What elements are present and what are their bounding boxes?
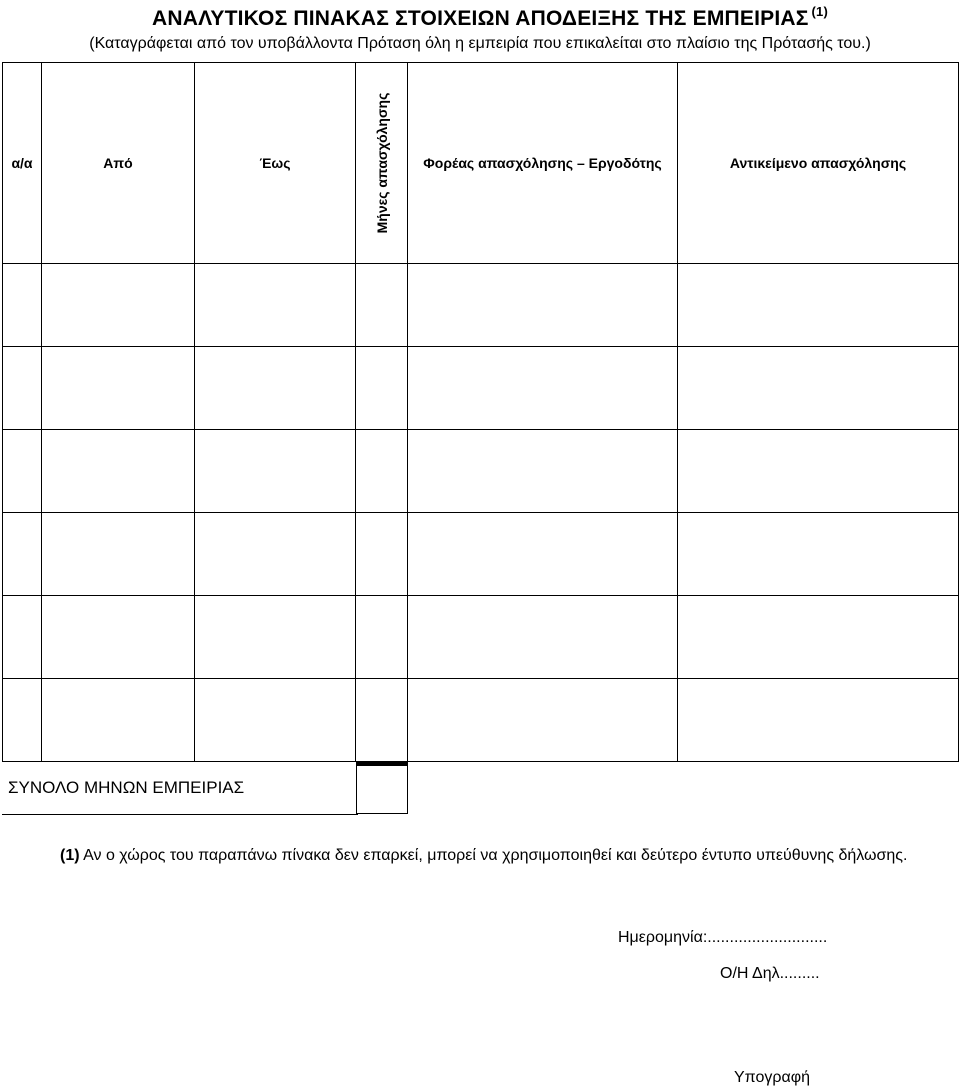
cell-aa[interactable] <box>3 596 42 679</box>
cell-object[interactable] <box>678 264 959 347</box>
cell-employer[interactable] <box>408 347 678 430</box>
cell-employer[interactable] <box>408 264 678 347</box>
table-row <box>3 264 959 347</box>
cell-employer[interactable] <box>408 430 678 513</box>
cell-to[interactable] <box>195 596 356 679</box>
cell-from[interactable] <box>42 513 195 596</box>
cell-object[interactable] <box>678 430 959 513</box>
signature-label: Υπογραφή <box>734 1069 811 1086</box>
header-employer: Φορέας απασχόλησης – Εργοδότης <box>408 63 678 264</box>
table-row <box>3 513 959 596</box>
table-row <box>3 347 959 430</box>
cell-employer[interactable] <box>408 596 678 679</box>
cell-aa[interactable] <box>3 513 42 596</box>
cell-months[interactable] <box>356 596 408 679</box>
header-to: Έως <box>195 63 356 264</box>
cell-object[interactable] <box>678 679 959 762</box>
table-header-row <box>3 63 959 264</box>
title-text: ΑΝΑΛΥΤΙΚΟΣ ΠΙΝΑΚΑΣ ΣΤΟΙΧΕΙΩΝ ΑΠΟΔΕΙΞΗΣ ΤΗΣ ΕΜΠΕΙΡΙΑΣ <box>151 7 809 30</box>
header-months-label: Μήνες απασχόλησης <box>373 92 390 234</box>
cell-from[interactable] <box>42 596 195 679</box>
cell-from[interactable] <box>42 679 195 762</box>
footnote-marker: (1) <box>60 847 80 864</box>
page-subtitle: (Καταγράφεται από τον υποβάλλοντα Πρόταση όλη η εμπειρία που επικαλείται στο πλαίσιο της Πρότασής του.) <box>89 35 871 52</box>
cell-to[interactable] <box>195 347 356 430</box>
table-row <box>3 679 959 762</box>
header-aa: α/α <box>3 63 42 264</box>
page-title <box>0 4 960 31</box>
cell-from[interactable] <box>42 264 195 347</box>
cell-object[interactable] <box>678 347 959 430</box>
cell-aa[interactable] <box>3 430 42 513</box>
cell-aa[interactable] <box>3 679 42 762</box>
cell-to[interactable] <box>195 264 356 347</box>
date-field[interactable]: Ημερομηνία:........................... <box>618 929 828 946</box>
cell-months[interactable] <box>356 513 408 596</box>
table-row <box>3 596 959 679</box>
cell-months[interactable] <box>356 264 408 347</box>
cell-aa[interactable] <box>3 347 42 430</box>
header-object: Αντικείμενο απασχόλησης <box>678 63 959 264</box>
cell-from[interactable] <box>42 347 195 430</box>
total-months-label: ΣΥΝΟΛΟ ΜΗΝΩΝ ΕΜΠΕΙΡΙΑΣ <box>8 778 245 797</box>
cell-to[interactable] <box>195 430 356 513</box>
footnote-text: Αν ο χώρος του παραπάνω πίνακα δεν επαρκεί, μπορεί να χρησιμοποιηθεί και δεύτερο έντυπο υπεύθυνης δήλωσης. <box>79 847 908 864</box>
cell-object[interactable] <box>678 596 959 679</box>
cell-object[interactable] <box>678 513 959 596</box>
total-months-row <box>2 762 410 816</box>
cell-employer[interactable] <box>408 679 678 762</box>
cell-months[interactable] <box>356 679 408 762</box>
total-underline <box>2 814 358 815</box>
cell-aa[interactable] <box>3 264 42 347</box>
footnote <box>60 846 944 865</box>
cell-months[interactable] <box>356 347 408 430</box>
header-from: Από <box>42 63 195 264</box>
table-row <box>3 430 959 513</box>
cell-to[interactable] <box>195 513 356 596</box>
cell-from[interactable] <box>42 430 195 513</box>
cell-employer[interactable] <box>408 513 678 596</box>
cell-to[interactable] <box>195 679 356 762</box>
experience-table <box>2 62 959 762</box>
header-months <box>356 63 408 264</box>
total-months-field[interactable] <box>356 762 408 814</box>
declarant-label: Ο/Η Δηλ......... <box>720 965 820 982</box>
title-footnote-marker: (1) <box>811 4 829 19</box>
cell-months[interactable] <box>356 430 408 513</box>
